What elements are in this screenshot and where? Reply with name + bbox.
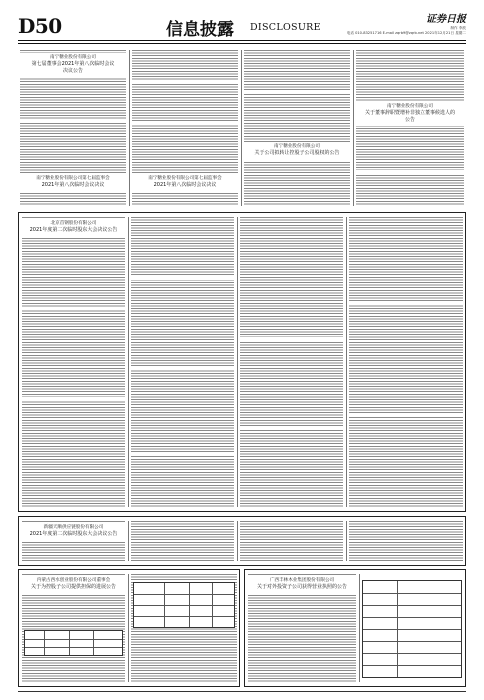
notice-header bbox=[20, 53, 126, 77]
lower-notice-block bbox=[18, 516, 466, 566]
notice-title-line-2: 决议公告 bbox=[62, 67, 83, 74]
column-3 bbox=[240, 217, 343, 507]
notice-title: 关于公司拟转让控股子公司股权的公告 bbox=[254, 150, 340, 156]
middle-notice-block bbox=[18, 212, 466, 512]
body-text bbox=[131, 217, 234, 507]
column-2 bbox=[132, 50, 238, 206]
notice-header bbox=[20, 174, 126, 192]
column-1 bbox=[22, 574, 125, 682]
contact-date-line: 电话 010-83251716 E-mail zqrb9@zqrb.net 2021年12月21日 星期二 bbox=[346, 31, 466, 35]
notice-header bbox=[356, 102, 464, 126]
notice-company: 南宁糖业股份有限公司第七届监事会 bbox=[36, 176, 110, 181]
notice-title: 关于董事辞职暨增补非独立董事候选人的 bbox=[364, 110, 455, 116]
body-text bbox=[356, 50, 464, 206]
column-2 bbox=[131, 217, 234, 507]
newspaper-logo: 证券日报 bbox=[426, 14, 466, 25]
notice-title: 关于为控股子公司提供担保的进展公告 bbox=[30, 584, 116, 590]
column-2 bbox=[131, 574, 237, 682]
column-2 bbox=[362, 574, 462, 682]
newspaper-meta bbox=[347, 14, 466, 36]
masthead-rule bbox=[18, 40, 466, 41]
notice-company: 北京首钢股份有限公司 bbox=[50, 221, 97, 226]
notice-title: 2021年第八次临时会议决议 bbox=[41, 182, 105, 188]
top-notice-block bbox=[18, 46, 466, 210]
masthead-rule-thin bbox=[18, 43, 466, 44]
notice-header bbox=[248, 576, 356, 594]
body-text bbox=[349, 217, 463, 507]
masthead bbox=[18, 14, 466, 40]
guarantee-table bbox=[24, 630, 123, 656]
notice-title: 关于对外投资子公司获得营业执照的公告 bbox=[256, 584, 347, 590]
column-2 bbox=[131, 521, 234, 561]
notice-title: 2021年第八次临时会议决议 bbox=[153, 182, 217, 188]
notice-company: 内蒙古西水创业股份有限公司董事会 bbox=[36, 578, 111, 583]
column-3 bbox=[244, 50, 350, 206]
notice-title-line-2: 公告 bbox=[404, 116, 415, 123]
editor-line: 制作 李波 bbox=[450, 26, 466, 30]
page-number: D50 bbox=[18, 14, 62, 38]
notice-company: 南宁糖业股份有限公司 bbox=[274, 144, 320, 149]
column-4 bbox=[349, 217, 463, 507]
body-text bbox=[244, 50, 350, 206]
notice-title: 第七届董事会2021年第八次临时会议 bbox=[31, 61, 115, 67]
page-footer-rule bbox=[18, 691, 466, 692]
column-3 bbox=[240, 521, 343, 561]
column-1 bbox=[248, 574, 356, 682]
column-4 bbox=[349, 521, 463, 561]
notice-title: 2021年度第二次临时股东大会决议公告 bbox=[29, 531, 118, 537]
body-text bbox=[240, 217, 343, 507]
body-text bbox=[22, 217, 125, 507]
business-license-table bbox=[362, 580, 462, 678]
notice-header bbox=[244, 142, 350, 160]
notice-company: 南宁糖业股份有限公司第七届监事会 bbox=[148, 176, 222, 181]
bottom-left-notice-block bbox=[18, 569, 240, 687]
section-english-title: DISCLOSURE bbox=[250, 22, 321, 33]
notice-company: 新疆天顺供应链股份有限公司 bbox=[43, 525, 104, 530]
section-title: 信息披露 bbox=[166, 20, 234, 40]
notice-title: 2021年度第二次临时股东大会决议公告 bbox=[29, 227, 118, 233]
notice-header bbox=[22, 219, 125, 237]
guarantee-detail-table bbox=[133, 582, 235, 628]
notice-header bbox=[132, 174, 238, 192]
column-1 bbox=[22, 217, 125, 507]
notice-company: 南宁糖业股份有限公司 bbox=[50, 55, 96, 60]
notice-company: 南宁糖业股份有限公司 bbox=[387, 104, 433, 109]
notice-header bbox=[22, 523, 125, 541]
column-4 bbox=[356, 50, 464, 206]
notice-company: 广西丰林木业集团股份有限公司 bbox=[269, 578, 335, 583]
bottom-right-notice-block bbox=[244, 569, 466, 687]
notice-header bbox=[22, 576, 125, 594]
column-1 bbox=[22, 521, 125, 561]
column-1 bbox=[20, 50, 126, 206]
